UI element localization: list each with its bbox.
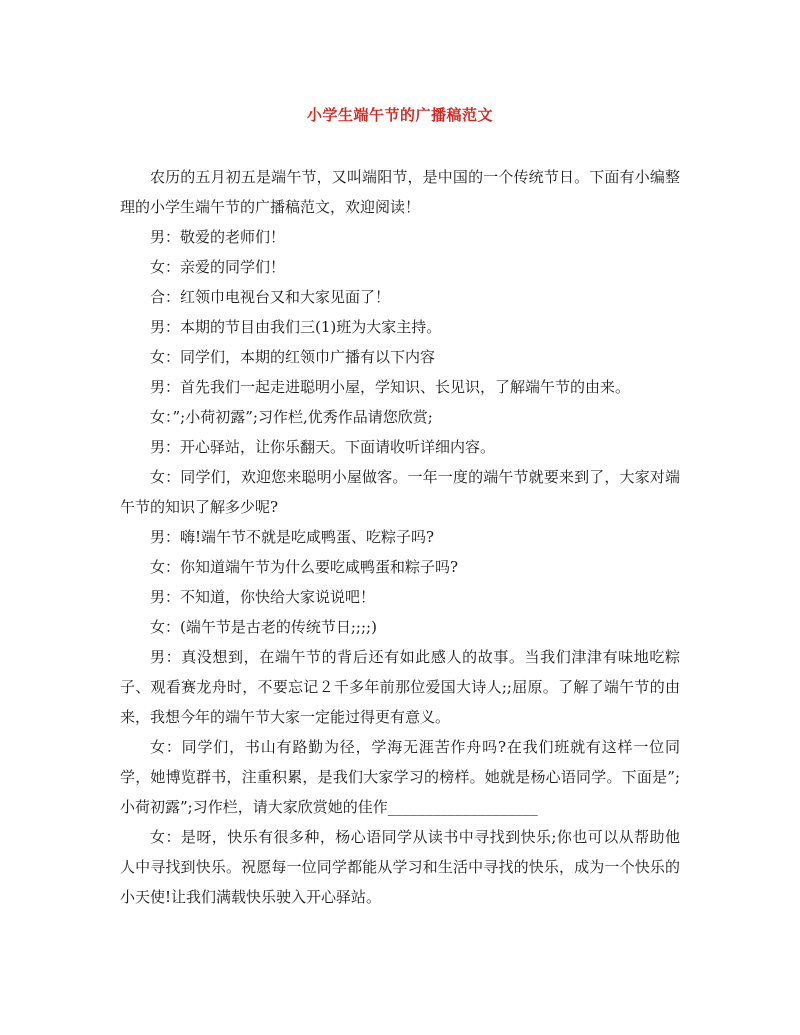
paragraph-line: 女：你知道端午节为什么要吃咸鸭蛋和粽子吗? — [150, 558, 459, 576]
paragraph-line: 女：是呀，快乐有很多种，杨心语同学从读书中寻找到快乐;你也可以从帮助他人中寻找到快乐。祝愿每一位同学都能从学习和生活中寻找的快乐，成为一个快乐的小天使!让我们满载快乐驶入开心驿站。 — [120, 828, 680, 906]
paragraph-line: 男：本期的节目由我们三(1)班为大家主持。 — [150, 318, 442, 336]
paragraph-line: 女：同学们，本期的红领巾广播有以下内容 — [150, 348, 436, 366]
paragraph-line: 女：同学们，欢迎您来聪明小屋做客。一年一度的端午节就要来到了，大家对端午节的知识了解多少呢? — [120, 468, 680, 516]
paragraph-line: 男：敬爱的老师们！ — [150, 228, 286, 246]
paragraph-line: 男：真没想到，在端午节的背后还有如此感人的故事。当我们津津有味地吃粽子、观看赛龙舟时，不要忘记２千多年前那位爱国大诗人;;屈原。了解了端午节的由来，我想今年的端午节大家一定能过得更有意义。 — [120, 648, 680, 726]
document-body — [120, 162, 680, 912]
paragraph-line: 女：”;小荷初露”;习作栏,优秀作品请您欣赏; — [150, 408, 433, 426]
paragraph-line: 合：红领巾电视台又和大家见面了！ — [150, 288, 391, 306]
document-title: 小学生端午节的广播稿范文 — [306, 106, 493, 124]
paragraph-line: 女：亲爱的同学们！ — [150, 258, 286, 276]
paragraph-line: 男：开心驿站，让你乐翻天。下面请收听详细内容。 — [150, 438, 496, 456]
paragraph-line: 男：不知道，你快给大家说说吧！ — [150, 588, 376, 606]
paragraph-line: 男：嗨!端午节不就是吃咸鸭蛋、吃粽子吗? — [150, 528, 435, 546]
paragraph-line: 男：首先我们一起走进聪明小屋，学知识、长见识，了解端午节的由来。 — [150, 378, 631, 396]
paragraph-line: 女：同学们，书山有路勤为径，学海无涯苦作舟吗?在我们班就有这样一位同学，她博览群书，注重积累，是我们大家学习的榜样。她就是杨心语同学。下面是”;小荷初露”;习作栏，请大家欣赏她的佳作____________________ — [120, 738, 680, 816]
paragraph-line: 女：(端午节是古老的传统节日;;;;) — [150, 618, 377, 636]
paragraph-intro: 农历的五月初五是端午节，又叫端阳节，是中国的一个传统节日。下面有小编整理的小学生端午节的广播稿范文，欢迎阅读！ — [120, 168, 680, 216]
